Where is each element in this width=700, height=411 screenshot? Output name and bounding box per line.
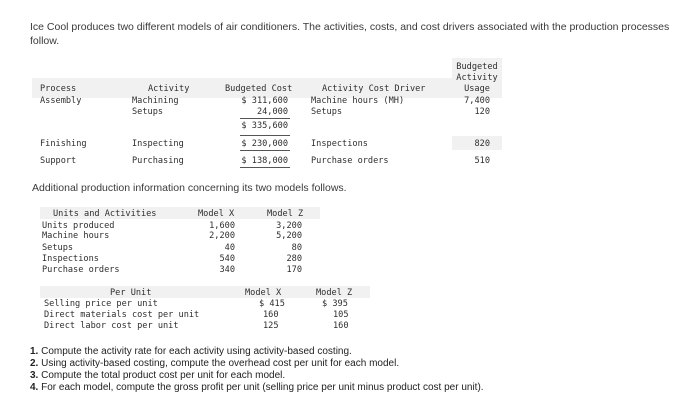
per-unit-header-model-z: Model Z xyxy=(316,288,353,298)
finishing-top-rule xyxy=(240,135,290,136)
units-row-z: 170 xyxy=(286,265,302,275)
cost-inspecting: $ 230,000 xyxy=(241,139,288,149)
per-unit-row-z: 105 xyxy=(333,310,349,320)
per-unit-row-z: 160 xyxy=(333,321,349,331)
intro-text: Ice Cool produces two different models of air conditioners. The activities, costs, and cost drivers associated with the production processes follow. xyxy=(30,21,670,47)
units-header-label: Units and Activities xyxy=(53,209,157,219)
units-row-z: 3,200 xyxy=(276,221,302,231)
activity-setups: Setups xyxy=(132,107,164,117)
units-row-label: Units produced xyxy=(42,221,115,231)
units-row-label: Inspections xyxy=(42,254,99,264)
usage-machine-hours: 7,400 xyxy=(464,96,490,106)
header-cost-driver: Activity Cost Driver xyxy=(322,84,426,94)
units-row-label: Setups xyxy=(42,243,74,253)
units-row-z: 80 xyxy=(291,243,302,253)
driver-purchase-orders: Purchase orders xyxy=(311,156,389,166)
cost-purchasing: $ 138,000 xyxy=(241,156,288,166)
per-unit-row-x: 160 xyxy=(263,310,279,320)
question-item: 4. For each model, compute the gross profit per unit (selling price per unit minus product cost per unit). xyxy=(30,382,484,393)
units-row-label: Purchase orders xyxy=(42,265,120,275)
header-budgeted-cost: Budgeted Cost xyxy=(225,84,293,94)
units-row-z: 280 xyxy=(286,254,302,264)
finishing-bottom-rule xyxy=(240,150,290,151)
per-unit-row-label: Selling price per unit xyxy=(44,299,158,309)
per-unit-row-z: $ 395 xyxy=(322,299,348,309)
per-unit-row-x: $ 415 xyxy=(259,299,285,309)
additional-info-text: Additional production information concerning its two models follows. xyxy=(32,182,347,194)
cost-machining: $ 311,600 xyxy=(241,96,288,106)
header-process: Process xyxy=(40,84,77,94)
activity-inspecting: Inspecting xyxy=(132,139,184,149)
units-row-x: 2,200 xyxy=(209,231,235,241)
per-unit-header-label: Per Unit xyxy=(110,288,152,298)
driver-inspections: Inspections xyxy=(311,139,368,149)
process-assembly: Assembly xyxy=(40,96,82,106)
cost-assembly-total: $ 335,600 xyxy=(241,121,288,131)
question-item: 3. Compute the total product cost per unit for each model. xyxy=(30,370,286,381)
units-header-model-z: Model Z xyxy=(267,209,304,219)
per-unit-row-label: Direct labor cost per unit xyxy=(44,321,179,331)
usage-inspections: 820 xyxy=(474,139,490,149)
subtotal-rule xyxy=(240,118,290,119)
per-unit-row-label: Direct materials cost per unit xyxy=(44,310,200,320)
header-usage-line3: Usage xyxy=(464,84,490,94)
support-bottom-rule xyxy=(240,167,290,168)
cost-setups: 24,000 xyxy=(256,107,288,117)
driver-machine-hours: Machine hours (MH) xyxy=(311,96,405,106)
question-item: 1. Compute the activity rate for each activity using activity-based costing. xyxy=(30,346,352,357)
units-row-x: 40 xyxy=(224,243,235,253)
per-unit-row-x: 125 xyxy=(263,321,279,331)
activity-machining: Machining xyxy=(132,96,179,106)
header-usage-line2: Activity xyxy=(456,73,498,83)
process-support: Support xyxy=(40,156,77,166)
driver-setups: Setups xyxy=(311,107,343,117)
process-finishing: Finishing xyxy=(40,139,87,149)
units-row-z: 5,200 xyxy=(276,231,302,241)
usage-purchase-orders: 510 xyxy=(474,156,490,166)
units-row-x: 540 xyxy=(219,254,235,264)
units-header-model-x: Model X xyxy=(198,209,235,219)
per-unit-header-model-x: Model X xyxy=(245,288,282,298)
units-row-label: Machine hours xyxy=(42,231,110,241)
units-row-x: 340 xyxy=(219,265,235,275)
header-activity: Activity xyxy=(148,84,190,94)
usage-setups: 120 xyxy=(474,107,490,117)
activity-purchasing: Purchasing xyxy=(132,156,184,166)
header-usage-line1: Budgeted xyxy=(456,62,498,72)
units-row-x: 1,600 xyxy=(209,221,235,231)
question-item: 2. Using activity-based costing, compute the overhead cost per unit for each model. xyxy=(30,358,400,369)
